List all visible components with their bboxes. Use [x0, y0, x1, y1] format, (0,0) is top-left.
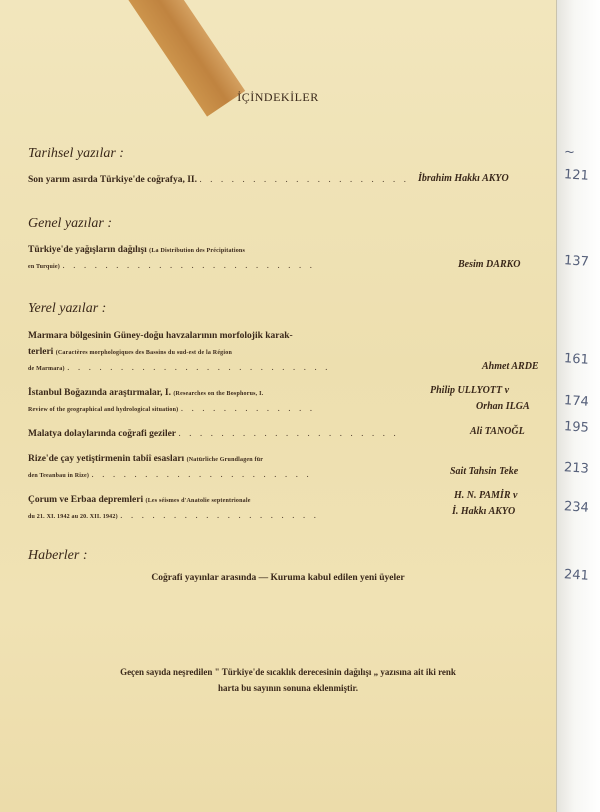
pencil-page-number: 241	[563, 567, 590, 584]
entry-subtitle: (Researches on the Bosphorus, I.	[173, 391, 264, 397]
leader-dots: . . . . . . . . . . . . . . . . . . . . .	[91, 470, 312, 480]
section-heading-general: Genel yazılar :	[28, 216, 112, 231]
entry-title: İstanbul Boğazında araştırmalar, I.	[28, 388, 171, 398]
footer-line-2: harta bu sayının sonuna eklenmiştir.	[218, 683, 358, 693]
entry-author: Ali TANOĞL	[470, 426, 525, 437]
toc-entry	[28, 243, 556, 258]
entry-title: Türkiye'de yağışların dağılışı	[28, 245, 147, 255]
entry-author: İbrahim Hakkı AKYO	[418, 173, 509, 184]
entry-title: Son yarım asırda Türkiye'de coğrafya, II.	[28, 175, 197, 185]
entry-subtitle-cont: de Marmara)	[28, 366, 65, 372]
pencil-mark: ~	[563, 144, 576, 161]
pencil-page-number: 195	[563, 419, 590, 436]
leader-dots: . . . . . . . . . . . . . . . . . . . . .	[178, 429, 399, 439]
entry-author-2: İ. Hakkı AKYO	[452, 506, 516, 517]
entry-author: Sait Tahsin Teke	[450, 466, 519, 477]
toc-entry-continuation	[28, 345, 556, 360]
leader-dots: . . . . . . . . . . . . .	[180, 404, 316, 414]
entry-title: Marmara bölgesinin Güney-doğu havzalarının morfolojik karak-	[28, 331, 293, 341]
leader-dots: . . . . . . . . . . . . . . . . . . . .	[199, 175, 409, 185]
entry-subtitle-cont: Review of the geographical and hydrological situation)	[28, 407, 179, 413]
page-title: İÇİNDEKİLER	[237, 90, 319, 104]
footer-line-1: Geçen sayıda neşredilen " Türkiye'de sıcaklık derecesinin dağılışı „ yazısına ait iki renk	[120, 667, 456, 677]
pencil-page-number: 137	[563, 253, 590, 270]
entry-subtitle-cont: en Turquie)	[28, 264, 60, 270]
news-entry: Coğrafi yayınlar arasında — Kuruma kabul edilen yeni üyeler	[151, 573, 405, 583]
entry-subtitle: (Natürliche Grundlagen für	[186, 457, 264, 463]
leader-dots: . . . . . . . . . . . . . . . . . . .	[120, 511, 320, 521]
section-heading-historical: Tarihsel yazılar :	[28, 146, 124, 161]
entry-title: Malatya dolaylarında coğrafi geziler	[28, 429, 177, 439]
entry-title-cont: terleri	[28, 347, 54, 357]
toc-entry	[28, 452, 556, 467]
pencil-page-number: 213	[563, 460, 590, 477]
leader-dots: . . . . . . . . . . . . . . . . . . . . . . . .	[62, 261, 315, 271]
pencil-page-number: 121	[563, 167, 590, 184]
entry-author-2: Orhan ILGA	[476, 401, 530, 412]
entry-subtitle: (Les séismes d'Anatolie septentrionale	[145, 498, 251, 504]
entry-title: Rize'de çay yetiştirmenin tabiî esasları	[28, 454, 185, 464]
leader-dots: . . . . . . . . . . . . . . . . . . . . . . . . .	[67, 363, 331, 373]
section-heading-local: Yerel yazılar :	[28, 301, 107, 316]
pencil-page-number: 234	[563, 499, 590, 516]
entry-author: H. N. PAMİR v	[454, 490, 518, 501]
pencil-page-number: 161	[563, 351, 590, 368]
entry-author: Ahmet ARDE	[482, 361, 539, 372]
entry-author: Philip ULLYOTT v	[430, 385, 510, 396]
entry-author: Besim DARKO	[458, 259, 521, 270]
entry-subtitle: (La Distribution des Précipitations	[149, 248, 245, 254]
toc-entry-continuation	[28, 361, 556, 376]
entry-subtitle-cont: du 21. XI. 1942 au 20. XII. 1942)	[28, 514, 118, 520]
footer-note	[18, 664, 556, 696]
entry-title: Çorum ve Erbaa depremleri	[28, 495, 144, 505]
pencil-page-number: 174	[563, 393, 590, 410]
entry-subtitle-cont: den Teeanbau in Rize)	[28, 473, 90, 479]
section-heading-news: Haberler :	[28, 548, 88, 563]
entry-subtitle: (Caractères morphologiques des Bassins du sud-est de la Région	[55, 350, 232, 356]
toc-entry	[28, 329, 556, 343]
